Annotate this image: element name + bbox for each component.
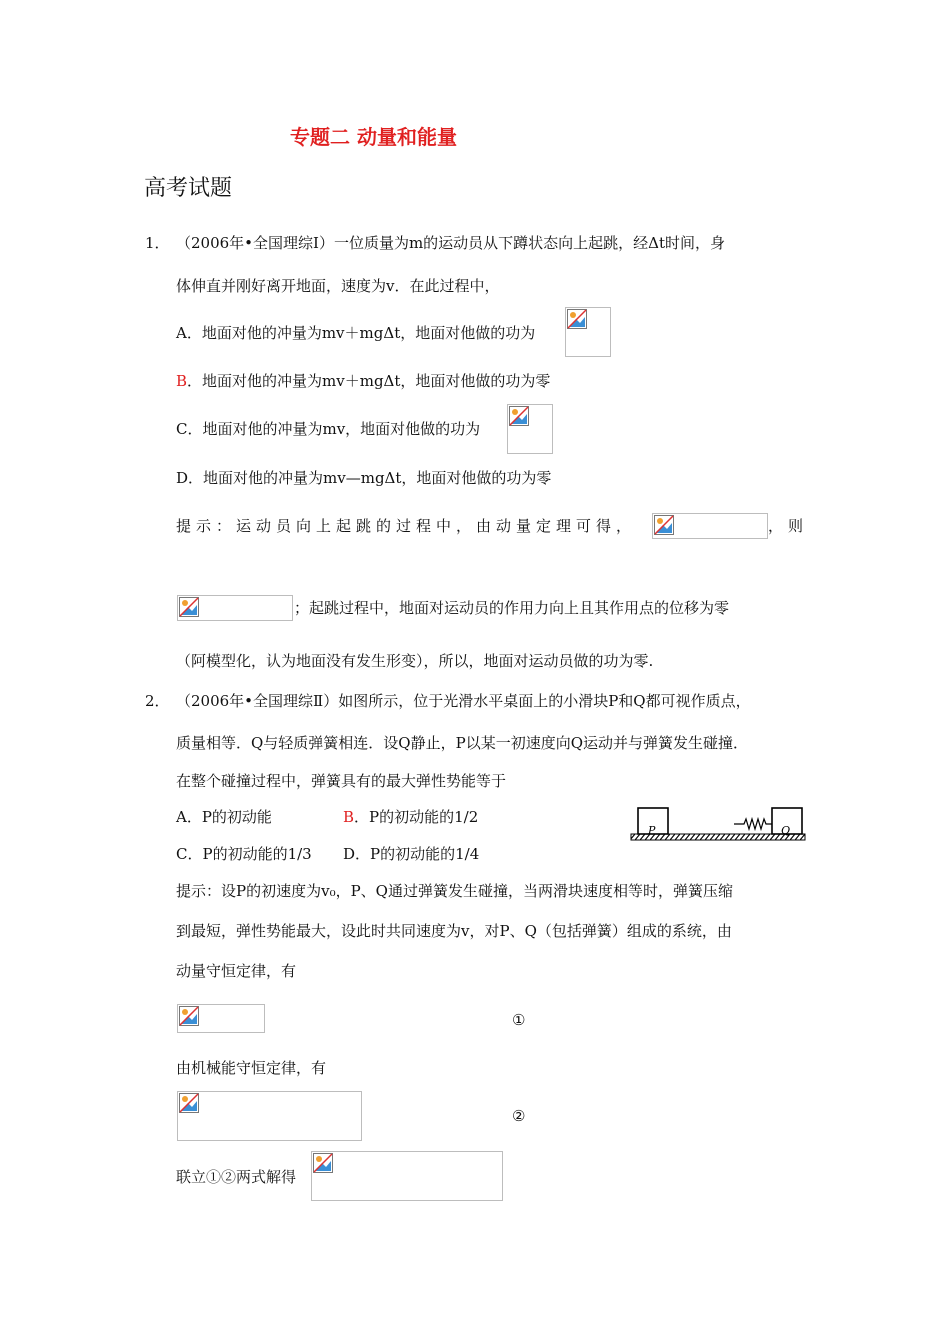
equation-marker-1: ① [512, 1011, 526, 1029]
q2-hint-line1: 提示：设P的初速度为v₀，P、Q通过弹簧发生碰撞，当两滑块速度相等时，弹簧压缩 [176, 882, 733, 900]
q1-hint-line1: 提示：运动员向上起跳的过程中，由动量定理可得， [176, 517, 637, 535]
broken-image-icon [509, 406, 529, 426]
q2-number: 2． [145, 692, 170, 710]
q2-option-b-letter: B [343, 808, 355, 826]
q1-option-c: C．地面对他的冲量为mv，地面对他做的功为 [176, 420, 481, 438]
q2-hint-line3: 动量守恒定律，有 [176, 962, 297, 980]
q2-mechanical-energy: 由机械能守恒定律，有 [176, 1059, 327, 1077]
q1-option-b [176, 371, 550, 391]
q1-line1: （2006年•全国理综Ⅰ）一位质量为m的运动员从下蹲状态向上起跳，经Δt时间，身 [176, 234, 726, 252]
q2-option-c: C．P的初动能的1/3 [176, 845, 312, 863]
spring [734, 819, 772, 829]
q1-hint-line3: （阿模型化，认为地面没有发生形变），所以，地面对运动员做的功为零. [176, 652, 654, 670]
q1-option-b-text: ．地面对他的冲量为mv＋mgΔt，地面对他做的功为零 [187, 372, 551, 390]
formula-image [565, 307, 611, 357]
block-q-label: Q [781, 824, 791, 837]
q2-hint-line2: 到最短，弹性势能最大，设此时共同速度为v，对P、Q（包括弹簧）组成的系统，由 [176, 922, 732, 940]
broken-image-icon [313, 1153, 333, 1173]
q1-number: 1． [145, 234, 170, 252]
formula-image [177, 1091, 362, 1141]
q1-hint-line1-end: ，则 [768, 517, 809, 535]
q2-line2: 质量相等．Q与轻质弹簧相连．设Q静止，P以某一初速度向Q运动并与弹簧发生碰撞． [176, 734, 748, 752]
section-heading: 高考试题 [144, 176, 233, 201]
formula-image [507, 404, 553, 454]
block-p-label: P [648, 824, 656, 837]
q1-option-b-letter: B [176, 372, 188, 390]
q2-option-b [343, 807, 478, 827]
formula-image [652, 513, 768, 539]
formula-image [177, 595, 293, 621]
broken-image-icon [567, 309, 587, 329]
formula-image [311, 1151, 503, 1201]
q2-option-d: D．P的初动能的1/4 [343, 845, 480, 863]
broken-image-icon [179, 597, 199, 617]
broken-image-icon [654, 515, 674, 535]
equation-marker-2: ② [512, 1107, 526, 1125]
page-title: 专题二 动量和能量 [290, 125, 457, 149]
q1-hint-line2: ；起跳过程中，地面对运动员的作用力向上且其作用点的位移为零 [294, 599, 730, 617]
q1-line2: 体伸直并刚好离开地面，速度为v．在此过程中， [176, 277, 500, 295]
q2-line1: （2006年•全国理综Ⅱ）如图所示，位于光滑水平桌面上的小滑块P和Q都可视作质点， [176, 692, 751, 710]
q2-option-a: A．P的初动能 [176, 808, 272, 826]
formula-image [177, 1004, 265, 1033]
surface [631, 834, 805, 840]
collision-figure [630, 804, 806, 844]
q1-option-a: A．地面对他的冲量为mv＋mgΔt，地面对他做的功为 [176, 324, 536, 342]
q2-option-b-text: ．P的初动能的1/2 [354, 808, 479, 826]
q2-combine: 联立①②两式解得 [176, 1168, 297, 1186]
broken-image-icon [179, 1093, 199, 1113]
q1-option-d: D．地面对他的冲量为mv—mgΔt，地面对他做的功为零 [176, 469, 552, 487]
broken-image-icon [179, 1006, 199, 1026]
q2-line3: 在整个碰撞过程中，弹簧具有的最大弹性势能等于 [176, 772, 507, 790]
